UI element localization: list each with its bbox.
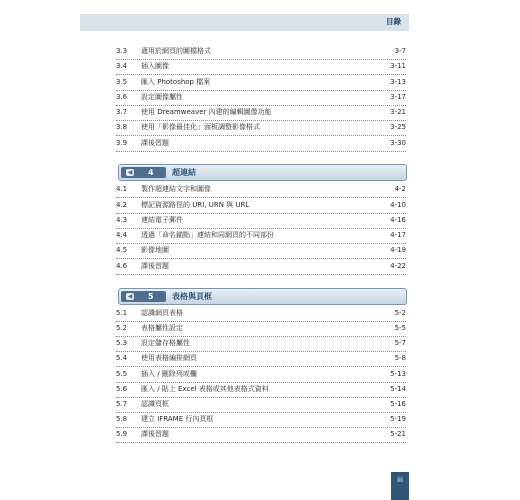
entry-title: 使用「影像最佳化」面板調整影像格式: [141, 123, 260, 131]
entry-page: 4-22: [390, 262, 406, 270]
entry-page: 5-13: [390, 370, 406, 378]
entry-page: 5-5: [394, 324, 406, 332]
toc-entry[interactable]: [116, 383, 406, 398]
entry-page: 3-21: [390, 108, 406, 116]
footer-band: [391, 472, 409, 500]
entry-number: 3.7: [116, 108, 128, 116]
entry-page: 4-2: [394, 185, 406, 193]
entry-number: 5.7: [116, 400, 128, 408]
entry-title: 連結電子郵件: [141, 216, 183, 224]
entry-number: 5.3: [116, 339, 128, 347]
entry-title: 課後習題: [141, 139, 169, 147]
entry-number: 3.5: [116, 78, 128, 86]
entry-page: 3-13: [390, 78, 406, 86]
entry-page: 3-7: [394, 47, 406, 55]
header-title: 目錄: [386, 17, 401, 26]
toc-entry[interactable]: [116, 45, 406, 60]
entry-number: 3.3: [116, 47, 128, 55]
entry-number: 4.3: [116, 216, 128, 224]
chapter-number: 4: [148, 168, 154, 177]
header-band: [80, 14, 409, 31]
toc-entry[interactable]: [116, 413, 406, 428]
toc-entry[interactable]: [116, 121, 406, 136]
entry-page: 5-19: [390, 415, 406, 423]
entry-title: 匯入 / 貼上 Excel 表格或其他表格式資料: [141, 385, 269, 393]
entry-number: 5.2: [116, 324, 128, 332]
toc-entry[interactable]: [116, 229, 406, 244]
entry-page: 4-19: [390, 246, 406, 254]
entry-title: 透過「命名錨點」連結和同網頁的不同部份: [141, 231, 274, 239]
entry-title: 表格屬性設定: [141, 324, 183, 332]
entry-page: 3-11: [390, 62, 406, 70]
chapter-number: 5: [148, 292, 154, 301]
entry-title: 插入圖像: [141, 62, 169, 70]
entry-page: 5-2: [394, 309, 406, 317]
entry-title: 製作超連結文字和圖像: [141, 185, 211, 193]
toc-entry[interactable]: [116, 352, 406, 367]
chapter-title: 超連結: [172, 168, 196, 177]
entry-title: 影像地圖: [141, 246, 169, 254]
entry-number: 4.6: [116, 262, 128, 270]
chapter-4-header[interactable]: [118, 164, 407, 181]
entry-title: 認識頁框: [141, 400, 169, 408]
chapter-icon: ◀: [127, 169, 133, 176]
entry-page: 4-10: [390, 201, 406, 209]
toc-entry[interactable]: [116, 76, 406, 91]
entry-title: 課後習題: [141, 262, 169, 270]
toc-entry[interactable]: [116, 428, 406, 443]
entry-page: 3-17: [390, 93, 406, 101]
entry-title: 建立 IFRAME 行內頁框: [141, 415, 214, 423]
entry-title: 適用於網頁的圖檔格式: [141, 47, 211, 55]
toc-entry[interactable]: [116, 322, 406, 337]
toc-entry[interactable]: [116, 60, 406, 75]
entry-number: 5.4: [116, 354, 128, 362]
toc-entry[interactable]: [116, 337, 406, 352]
entry-page: 5-7: [394, 339, 406, 347]
chapter-5-header[interactable]: [118, 288, 407, 305]
entry-number: 5.8: [116, 415, 128, 423]
toc-entry[interactable]: [116, 91, 406, 106]
chapter-title: 表格與頁框: [172, 292, 212, 301]
toc-entry[interactable]: [116, 106, 406, 121]
toc-entry[interactable]: [116, 368, 406, 383]
chapter-tab: [121, 167, 166, 178]
toc-entry[interactable]: [116, 199, 406, 214]
entry-number: 4.1: [116, 185, 128, 193]
toc-entry[interactable]: [116, 244, 406, 259]
entry-page: 4-16: [390, 216, 406, 224]
chapter-icon: ◀: [127, 293, 133, 300]
entry-number: 4.5: [116, 246, 128, 254]
entry-number: 3.6: [116, 93, 128, 101]
page-number: iii: [397, 476, 403, 484]
entry-page: 5-21: [390, 430, 406, 438]
toc-entry[interactable]: [116, 398, 406, 413]
entry-title: 標記資源路徑的 URI, URN 與 URL: [141, 201, 250, 209]
entry-number: 5.6: [116, 385, 128, 393]
entry-title: 使用 Dreamweaver 內建的編輯圖像功能: [141, 108, 272, 116]
entry-number: 5.5: [116, 370, 128, 378]
toc-entry[interactable]: [116, 307, 406, 322]
entry-page: 5-14: [390, 385, 406, 393]
toc-entry[interactable]: [116, 214, 406, 229]
entry-page: 5-16: [390, 400, 406, 408]
entry-number: 3.8: [116, 123, 128, 131]
toc-entry[interactable]: [116, 260, 406, 275]
entry-number: 3.4: [116, 62, 128, 70]
entry-title: 匯入 Photoshop 檔案: [141, 78, 211, 86]
entry-number: 5.1: [116, 309, 128, 317]
entry-page: 5-8: [394, 354, 406, 362]
toc-entry[interactable]: [116, 183, 406, 198]
entry-page: 3-25: [390, 123, 406, 131]
toc-entry[interactable]: [116, 137, 406, 152]
chapter-tab: [121, 291, 166, 302]
entry-number: 5.9: [116, 430, 128, 438]
entry-page: 3-30: [390, 139, 406, 147]
entry-title: 課後習題: [141, 430, 169, 438]
entry-number: 4.2: [116, 201, 128, 209]
entry-title: 設定儲存格屬性: [141, 339, 190, 347]
entry-number: 4.4: [116, 231, 128, 239]
entry-title: 設定圖像屬性: [141, 93, 183, 101]
entry-title: 使用表格編排網頁: [141, 354, 197, 362]
entry-title: 認識網頁表格: [141, 309, 183, 317]
entry-page: 4-17: [390, 231, 406, 239]
entry-title: 插入 / 刪除列或欄: [141, 370, 197, 378]
entry-number: 3.9: [116, 139, 128, 147]
